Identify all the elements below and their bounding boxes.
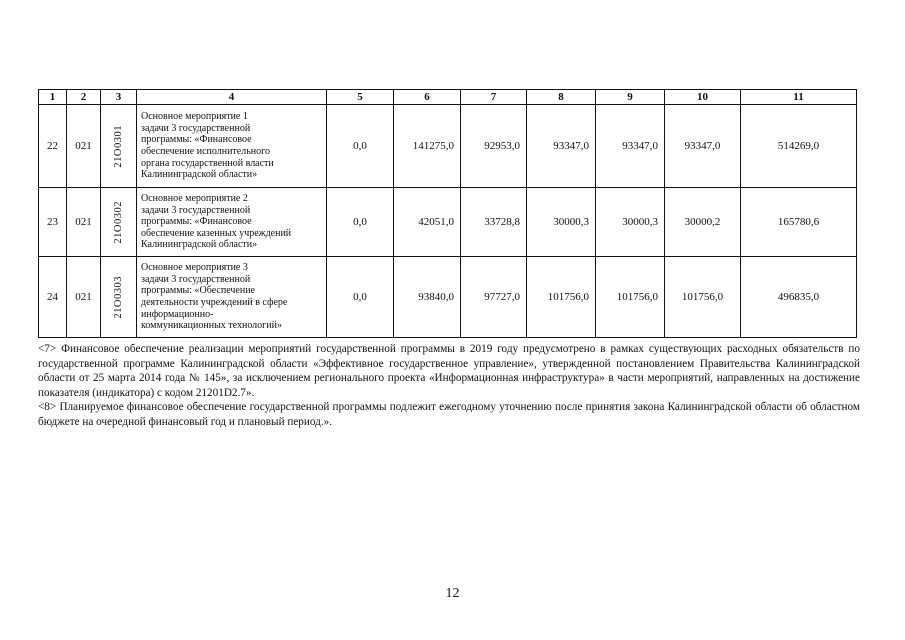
table-row (39, 257, 857, 338)
desc-line: задачи 3 государственной (141, 122, 251, 134)
header-cell: 1 (39, 90, 67, 105)
value-col10: 93347,0 (665, 105, 741, 188)
value-col5: 0,0 (327, 105, 394, 188)
desc-line: Основное мероприятие 1 (141, 111, 248, 123)
desc-line: программы: «Финансовое (141, 216, 252, 228)
ministry-code: 021 (67, 105, 101, 188)
header-cell: 7 (461, 90, 527, 105)
header-cell: 10 (665, 90, 741, 105)
desc-line: органа государственной власти (141, 157, 274, 169)
ministry-code: 021 (67, 188, 101, 257)
footnote-8: <8> Планируемое финансовое обеспечение государственной программы подлежит ежегодному уточнению после принятия закона Калининградской области об областном бюджете на очередной финансовый год и плановый период.». (38, 401, 860, 428)
table-row (39, 188, 857, 257)
header-cell: 9 (596, 90, 665, 105)
desc-line: задачи 3 государственной (141, 273, 251, 285)
value-col7: 92953,0 (461, 105, 527, 188)
desc-line: программы: «Обеспечение (141, 285, 255, 297)
value-col10: 30000,2 (665, 188, 741, 257)
header-cell: 4 (137, 90, 327, 105)
value-col8: 93347,0 (527, 105, 596, 188)
value-col9: 101756,0 (596, 257, 665, 338)
measure-description (137, 105, 327, 188)
program-code: 21O0302 (113, 200, 124, 244)
row-number: 23 (39, 188, 67, 257)
value-col9: 93347,0 (596, 105, 665, 188)
table-row (39, 105, 857, 188)
row-number: 24 (39, 257, 67, 338)
ministry-code: 021 (67, 257, 101, 338)
value-col8: 101756,0 (527, 257, 596, 338)
desc-line: информационно- (141, 308, 214, 320)
desc-line: Калининградской области» (141, 239, 258, 251)
desc-line: коммуникационных технологий» (141, 320, 282, 332)
desc-line: обеспечение исполнительного (141, 146, 270, 157)
value-col10: 101756,0 (665, 257, 741, 338)
desc-line: обеспечение казенных учреждений (141, 227, 292, 239)
program-code-cell (101, 257, 137, 338)
header-row (39, 90, 857, 105)
row-number: 22 (39, 105, 67, 188)
value-col7: 33728,8 (461, 188, 527, 257)
header-cell: 2 (67, 90, 101, 105)
value-col8: 30000,3 (527, 188, 596, 257)
value-col5: 0,0 (327, 257, 394, 338)
header-cell: 8 (527, 90, 596, 105)
value-col5: 0,0 (327, 188, 394, 257)
value-col9: 30000,3 (596, 188, 665, 257)
header-cell: 5 (327, 90, 394, 105)
footnote-7: <7> Финансовое обеспечение реализации мероприятий государственной программы в 2019 году предусмотрено в рамках существующих расходных обязательств по государственной программе Калининградской области «Эффективное государственное управление», утвержденной постановлением Правительства Калининградской области от 25 марта 2014 года № 145», за исключением регионального проекта «Информационная инфраструктура» в части мероприятий, направленных на достижение показателя (индикатора) с кодом 21201D2.7». (38, 343, 860, 399)
header-cell: 6 (394, 90, 461, 105)
desc-line: Основное мероприятие 3 (141, 262, 248, 274)
page-number: 12 (445, 586, 460, 601)
desc-line: деятельности учреждений в сфере (141, 297, 288, 308)
value-col6: 93840,0 (394, 257, 461, 338)
measure-description (137, 257, 327, 338)
value-col11: 165780,6 (741, 188, 857, 257)
value-col6: 42051,0 (394, 188, 461, 257)
value-col11: 514269,0 (741, 105, 857, 188)
desc-line: Основное мероприятие 2 (141, 193, 248, 205)
program-code: 21O0303 (113, 275, 124, 319)
measure-description (137, 188, 327, 257)
value-col6: 141275,0 (394, 105, 461, 188)
desc-line: программы: «Финансовое (141, 134, 252, 146)
header-cell: 11 (741, 90, 857, 105)
desc-line: Калининградской области» (141, 169, 258, 181)
program-code-cell (101, 105, 137, 188)
budget-table (38, 89, 857, 338)
program-code: 21O0301 (113, 124, 124, 168)
header-cell: 3 (101, 90, 137, 105)
value-col7: 97727,0 (461, 257, 527, 338)
value-col11: 496835,0 (741, 257, 857, 338)
program-code-cell (101, 188, 137, 257)
footnotes (38, 342, 860, 430)
desc-line: задачи 3 государственной (141, 204, 251, 216)
